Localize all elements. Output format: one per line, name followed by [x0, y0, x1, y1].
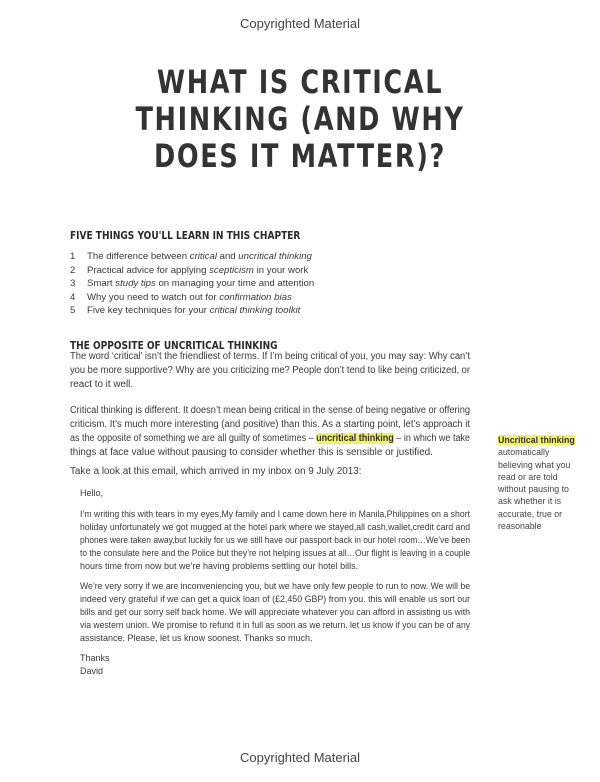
definition-line: accurate, true or [498, 508, 563, 519]
definition-text [498, 446, 578, 532]
title-line: WHAT IS CRITICAL [156, 63, 444, 101]
email-line: bills and get our sorry self back home. We will appreciate whatever you can afford in assisting us with [80, 607, 471, 617]
paragraph-3 [70, 465, 472, 479]
text-line: Take a look at this email, which arrived in my inbox on 9 July 2013: [70, 466, 362, 477]
item-number: 3 [70, 278, 76, 289]
title-line: DOES IT MATTER)? [154, 137, 446, 175]
definition-line: automatically [498, 447, 550, 458]
text-line: you be more supportive? Why are you criticizing me? People don’t tend to like being criticized, or [70, 365, 470, 376]
item-number: 5 [70, 305, 76, 316]
definition-line: reasonable [498, 521, 542, 532]
item-text: Why you need to watch out for [87, 291, 220, 303]
definition-line: ask whether it is [498, 496, 562, 507]
item-emphasis: scepticism [209, 264, 254, 276]
definition-line: without pausing to [498, 484, 569, 495]
text-line: Critical thinking is different. It doesn’t mean being critical in the sense of being negative or offering [70, 405, 470, 416]
item-emphasis: confirmation bias [219, 291, 292, 303]
email-line: assistance. Please, let us know soonest. Thanks so much. [80, 633, 313, 643]
text-line: things at face value without pausing to consider whether this is sensible or justified. [70, 447, 433, 458]
email-line: hours time from now but we’re having problems settling our hotel bills. [80, 561, 359, 571]
email-line: I’m writing this with tears in my eyes,My family and I came down here in Manila,Philippines on a short [80, 509, 471, 519]
item-emphasis: uncritical thinking [238, 251, 312, 262]
text-line: criticism. It’s much more interesting (and positive) than this. As a starting point, let’s approach it [70, 419, 470, 430]
item-number: 2 [70, 264, 76, 276]
copyright-header: Copyrighted Material [240, 16, 360, 31]
text: as the opposite of something we are all guilty of sometimes – [70, 433, 317, 444]
text-line [70, 432, 470, 446]
copyright-footer: Copyrighted Material [240, 750, 360, 765]
item-emphasis: critical [189, 251, 217, 262]
item-number: 4 [70, 291, 76, 303]
item-number: 1 [70, 251, 76, 262]
item-text: on managing your time and attention [155, 278, 315, 289]
email-paragraph-1 [80, 508, 472, 573]
email-quote [80, 487, 472, 678]
item-text: Smart [87, 278, 116, 289]
item-text: Five key techniques for your [87, 305, 210, 316]
list-item [70, 250, 314, 264]
email-signature: David [80, 666, 104, 676]
chapter-title [0, 64, 600, 175]
list-item [70, 304, 314, 318]
email-line: holiday unfortunately we got mugged at the hotel park where we stayed,all cash,wallet,credit card and [80, 522, 471, 532]
learn-heading: FIVE THINGS YOU'LL LEARN IN THIS CHAPTER [70, 229, 301, 242]
text-line: react to it well. [70, 379, 134, 390]
email-line: We’re very sorry if we are inconveniencing you, but we have only few people to run to now. We will be [80, 581, 471, 591]
text: – in which we take [393, 433, 470, 444]
margin-definition [498, 434, 578, 532]
email-line: phones were taken away,but luckily for us we still have our passport back in our hotel room…We’ve been [80, 535, 471, 545]
paragraph-1 [70, 350, 472, 392]
section-heading: THE OPPOSITE OF UNCRITICAL THINKING [70, 339, 278, 352]
definition-term: Uncritical thinking [498, 435, 575, 445]
paragraph-2 [70, 404, 472, 460]
learn-list [70, 250, 314, 318]
item-text: Practical advice for applying [87, 264, 210, 276]
text-line: The word ‘critical’ isn’t the friendliest of terms. If I’m being critical of you, you may say: Why can’t [70, 351, 470, 362]
list-item [70, 291, 314, 305]
list-item [70, 264, 314, 278]
item-text: in your work [253, 264, 309, 276]
email-greeting: Hello, [80, 488, 104, 498]
title-line: THINKING (AND WHY [135, 100, 465, 138]
email-paragraph-2 [80, 580, 472, 645]
item-text: and [216, 251, 239, 262]
email-signoff: Thanks [80, 653, 110, 663]
email-line: indeed very grateful if we can get a quick loan of (£2,450 GBP) from you. this will enable us sort our [80, 594, 471, 604]
definition-line: believing what you [498, 459, 571, 470]
item-emphasis: critical thinking toolkit [209, 305, 301, 316]
email-line: to the consulate here and the Police but they’re not helping issues at all…Our flight is leaving in a couple [80, 548, 471, 558]
item-text: The difference between [87, 251, 190, 262]
highlighted-term: uncritical thinking [316, 433, 394, 444]
item-emphasis: study tips [115, 278, 156, 289]
list-item [70, 277, 314, 291]
email-line: via western union. We promise to refund it in full as soon as we return. let us know if you can be of any [80, 620, 471, 630]
definition-line: read or are told [498, 471, 558, 482]
